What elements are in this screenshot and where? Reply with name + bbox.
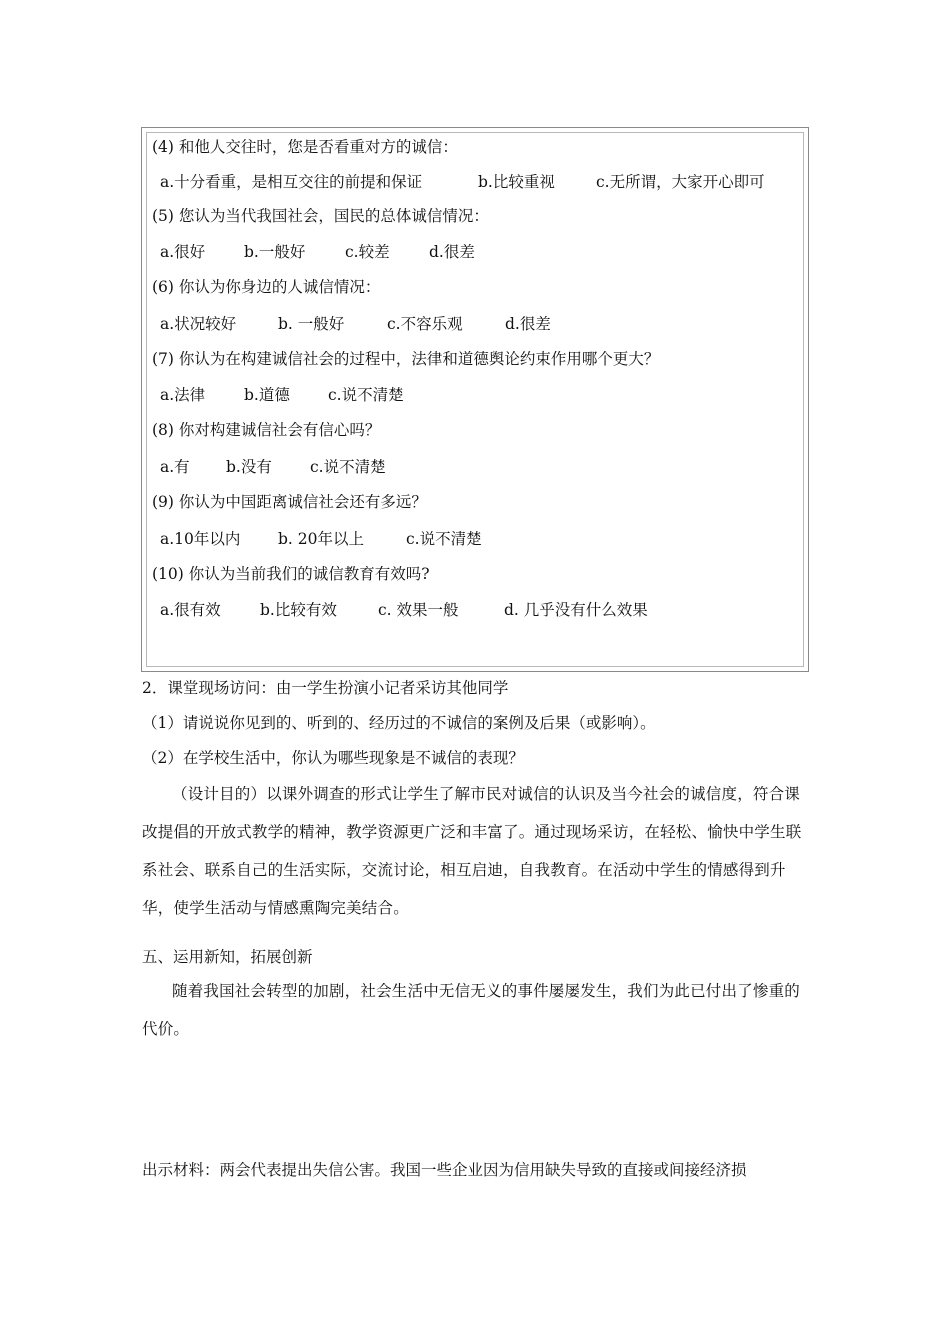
material-text: 出示材料：两会代表提出失信公害。我国一些企业因为信用缺失导致的直接或间接经济损 (142, 1161, 747, 1179)
option-7c: c.说不清楚 (328, 386, 404, 404)
option-6d: d.很差 (505, 315, 551, 333)
design-purpose-text: （设计目的）以课外调查的形式让学生了解市民对诚信的认识及当今社会的诚信度，符合课改提倡的开放式教学的精神，教学资源更广泛和丰富了。通过现场采访，在轻松、愉快中学生联系社会、联系自己的生活实际，交流讨论，相互启迪，自我教育。在活动中学生的情感得到升华，使学生活动与情感熏陶完美结合。 (142, 785, 802, 917)
section2-heading: 2．课堂现场访问：由一学生扮演小记者采访其他同学 (142, 679, 509, 697)
survey-options-6 (160, 314, 551, 334)
option-5d: d.很差 (429, 243, 475, 261)
option-5b: b.一般好 (244, 243, 306, 261)
option-4c: c.无所谓，大家开心即可 (596, 173, 765, 191)
option-8c: c.说不清楚 (310, 458, 386, 476)
survey-options-9 (160, 529, 482, 549)
option-5a: a.很好 (160, 243, 206, 261)
design-purpose-paragraph (142, 775, 810, 927)
option-7a: a.法律 (160, 386, 206, 404)
option-9a: a.10年以内 (160, 530, 241, 548)
option-4b: b.比较重视 (478, 173, 555, 191)
survey-question-5: (5) 您认为当代我国社会，国民的总体诚信情况： (152, 207, 489, 225)
section2-item-1: （1）请说说你见到的、听到的、经历过的不诚信的案例及后果（或影响）。 (142, 714, 656, 732)
option-7b: b.道德 (244, 386, 290, 404)
survey-options-8 (160, 457, 386, 477)
option-10b: b.比较有效 (260, 601, 337, 619)
survey-question-6: (6) 你认为你身边的人诚信情况： (152, 278, 381, 296)
option-10c: c. 效果一般 (378, 601, 459, 619)
survey-question-9: (9) 你认为中国距离诚信社会还有多远？ (152, 493, 427, 511)
option-6a: a.状况较好 (160, 315, 237, 333)
section2-item-2: （2）在学校生活中，你认为哪些现象是不诚信的表现？ (142, 749, 524, 767)
survey-options-4 (160, 172, 765, 192)
option-8b: b.没有 (226, 458, 272, 476)
option-5c: c.较差 (345, 243, 390, 261)
survey-question-4: (4) 和他人交往时，您是否看重对方的诚信： (152, 138, 458, 156)
section5-paragraph (142, 972, 810, 1048)
option-9b: b. 20年以上 (278, 530, 364, 548)
option-4a: a.十分看重，是相互交往的前提和保证 (160, 173, 423, 191)
option-6c: c.不容乐观 (387, 315, 463, 333)
survey-question-8: (8) 你对构建诚信社会有信心吗？ (152, 421, 381, 439)
option-6b: b. 一般好 (278, 315, 345, 333)
survey-question-7: (7) 你认为在构建诚信社会的过程中，法律和道德舆论约束作用哪个更大？ (152, 350, 660, 368)
section5-paragraph-text: 随着我国社会转型的加剧，社会生活中无信无义的事件屡屡发生，我们为此已付出了惨重的代价。 (142, 982, 801, 1038)
option-10d: d. 几乎没有什么效果 (504, 601, 648, 619)
survey-options-5 (160, 242, 475, 262)
option-8a: a.有 (160, 458, 190, 476)
option-9c: c.说不清楚 (406, 530, 482, 548)
survey-options-10 (160, 600, 648, 620)
survey-options-7 (160, 385, 404, 405)
survey-question-10: (10) 你认为当前我们的诚信教育有效吗? (152, 565, 430, 583)
option-10a: a.很有效 (160, 601, 221, 619)
section5-heading: 五、运用新知，拓展创新 (142, 948, 313, 966)
